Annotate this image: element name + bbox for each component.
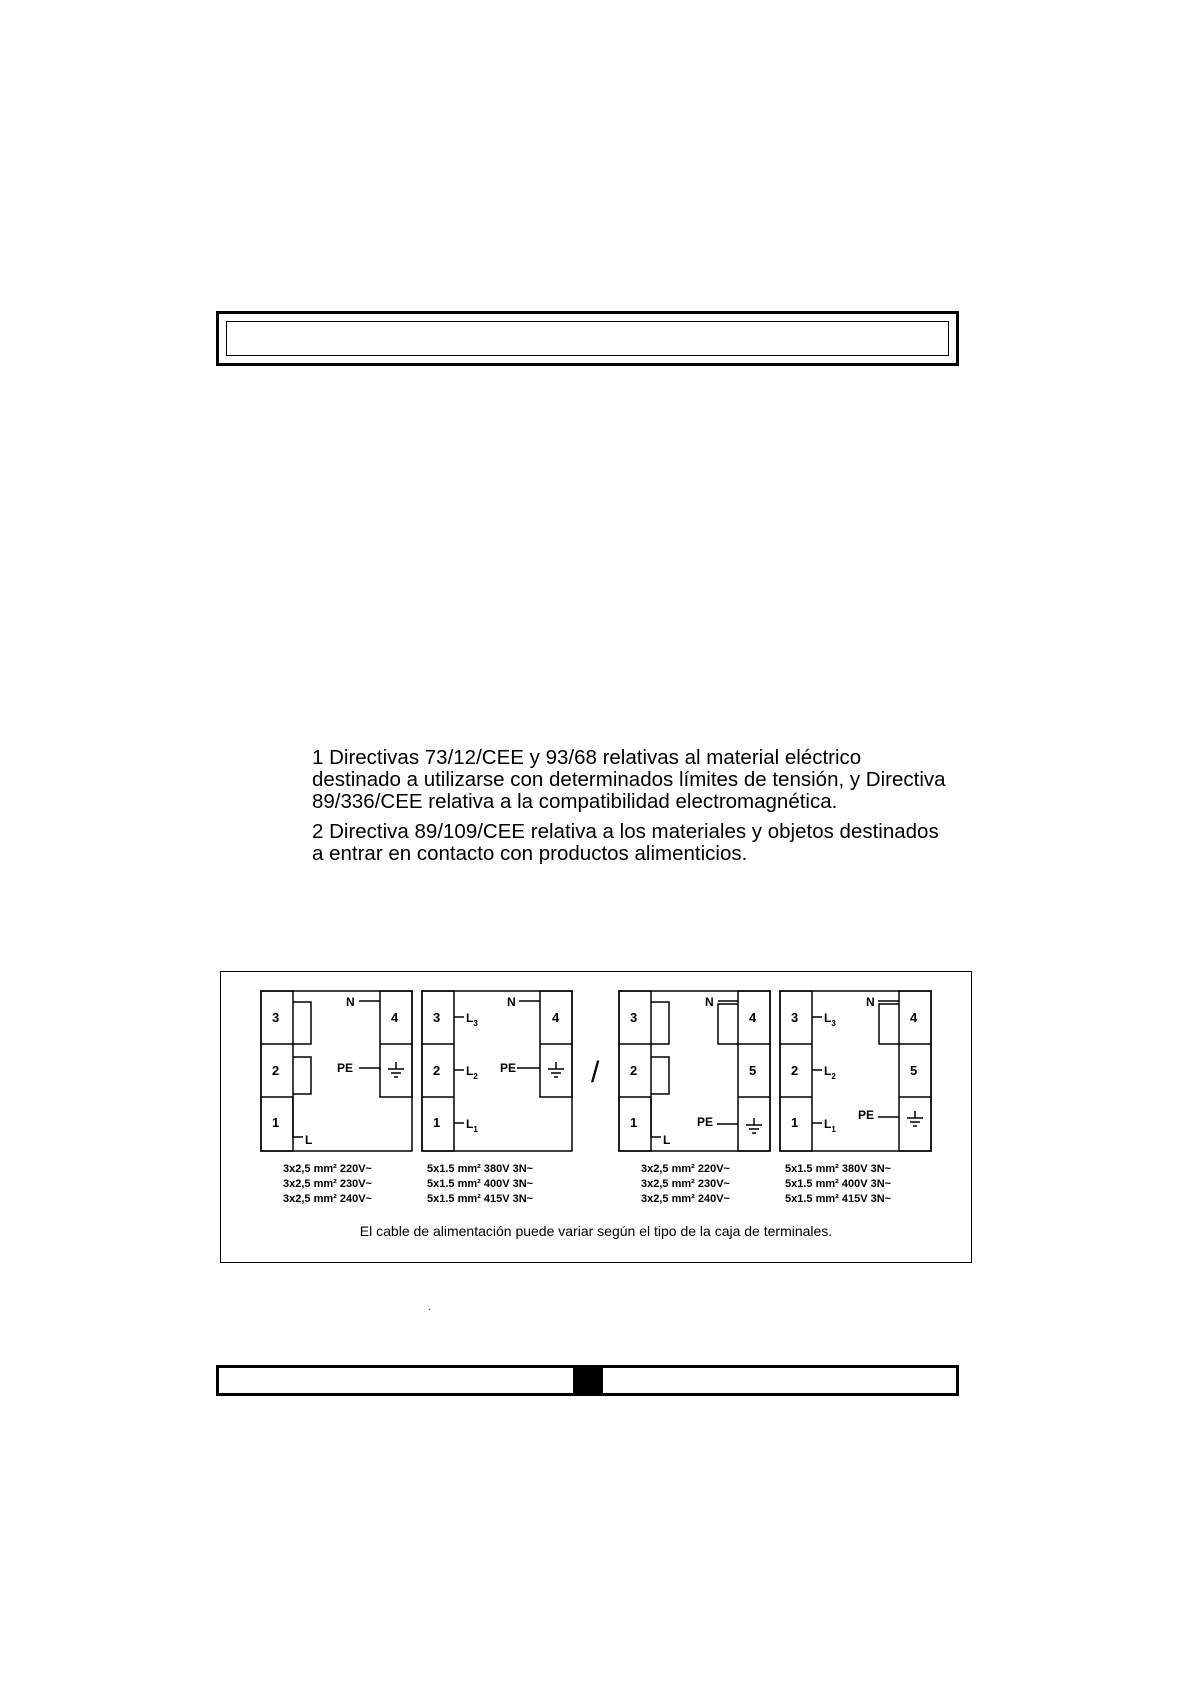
- terminal-box-4: [780, 991, 931, 1151]
- protective-earth-label: PE: [337, 1061, 354, 1075]
- footnotes: [312, 747, 972, 873]
- ground-icon: [746, 1118, 762, 1133]
- cable-spec-line: 3x2,5 mm² 240V~: [641, 1193, 730, 1205]
- cable-spec-line: 3x2,5 mm² 220V~: [641, 1163, 730, 1175]
- footer-bar: [216, 1365, 959, 1396]
- terminal-3-label: 3: [433, 1010, 441, 1025]
- cable-spec-line: 5x1.5 mm² 415V 3N~: [427, 1193, 534, 1205]
- protective-earth-label: PE: [858, 1108, 875, 1122]
- cable-spec-line: 5x1.5 mm² 415V 3N~: [785, 1193, 892, 1205]
- ground-icon: [548, 1062, 564, 1077]
- footnote-2-line-1: 2 Directiva 89/109/CEE relativa a los materiales y objetos destinados: [312, 820, 939, 843]
- line-1-label: $L_1$: [466, 1117, 478, 1134]
- terminal-2-label: 2: [630, 1063, 638, 1078]
- terminal-4-label: 4: [391, 1010, 399, 1025]
- terminal-1-label: 1: [433, 1115, 441, 1130]
- cable-spec-2: [427, 1162, 533, 1207]
- footnote-2: [312, 821, 972, 865]
- wiring-diagram: [220, 971, 972, 1263]
- stray-dot: [429, 1309, 430, 1310]
- protective-earth-label: PE: [500, 1061, 517, 1075]
- terminal-box-2: [422, 991, 572, 1151]
- terminal-4-label: 4: [749, 1010, 757, 1025]
- line-2-label: $L_2$: [466, 1064, 478, 1081]
- terminal-1-label: 1: [272, 1115, 280, 1130]
- cable-spec-3: [641, 1162, 730, 1207]
- neutral-label: N: [346, 995, 355, 1009]
- terminal-box-diagrams: [221, 972, 973, 1264]
- footnote-2-line-2: a entrar en contacto con productos alimenticios.: [312, 842, 748, 865]
- cable-spec-1: [283, 1162, 372, 1207]
- line-3-label: $L_3$: [466, 1011, 478, 1028]
- diagram-caption: El cable de alimentación puede variar según el tipo de la caja de terminales.: [359, 1223, 833, 1239]
- cable-spec-4: [785, 1162, 891, 1207]
- footnote-1-line-1: 1 Directivas 73/12/CEE y 93/68 relativas al material eléctrico: [312, 746, 862, 769]
- footnote-1-line-2: destinado a utilizarse con determinados límites de tensión, y Directiva: [312, 768, 946, 791]
- cable-spec-line: 5x1.5 mm² 380V 3N~: [427, 1163, 534, 1175]
- terminal-1-label: 1: [791, 1115, 799, 1130]
- cable-spec-line: 5x1.5 mm² 400V 3N~: [785, 1178, 892, 1190]
- neutral-label: N: [866, 995, 875, 1009]
- line-2-label: $L_2$: [824, 1064, 836, 1081]
- terminal-box-3: [619, 991, 770, 1151]
- cable-spec-line: 3x2,5 mm² 230V~: [641, 1178, 730, 1190]
- page-number-box: [573, 1365, 603, 1396]
- terminal-2-label: 2: [791, 1063, 799, 1078]
- terminal-2-label: 2: [272, 1063, 280, 1078]
- footnote-1: [312, 747, 972, 813]
- protective-earth-label: PE: [697, 1115, 714, 1129]
- terminal-5-label: 5: [910, 1063, 918, 1078]
- line-3-label: $L_3$: [824, 1011, 836, 1028]
- terminal-1-label: 1: [630, 1115, 638, 1130]
- terminal-4-label: 4: [552, 1010, 560, 1025]
- neutral-label: N: [705, 995, 714, 1009]
- terminal-5-label: 5: [749, 1063, 757, 1078]
- cable-spec-line: 3x2,5 mm² 240V~: [283, 1193, 372, 1205]
- ground-icon: [907, 1111, 923, 1126]
- line-label: L: [663, 1133, 671, 1147]
- cable-spec-line: 3x2,5 mm² 230V~: [283, 1178, 372, 1190]
- footnote-1-line-3: 89/336/CEE relativa a la compatibilidad electromagnética.: [312, 790, 838, 813]
- terminal-3-label: 3: [272, 1010, 280, 1025]
- line-1-label: $L_1$: [824, 1117, 836, 1134]
- neutral-label: N: [507, 995, 516, 1009]
- cable-spec-line: 3x2,5 mm² 220V~: [283, 1163, 372, 1175]
- cable-spec-line: 5x1.5 mm² 400V 3N~: [427, 1178, 534, 1190]
- cable-spec-line: 5x1.5 mm² 380V 3N~: [785, 1163, 892, 1175]
- terminal-2-label: 2: [433, 1063, 441, 1078]
- terminal-3-label: 3: [791, 1010, 799, 1025]
- title-frame: [216, 311, 959, 366]
- diagram-separator: /: [591, 1056, 600, 1089]
- title-inner-frame: [226, 321, 949, 356]
- line-label: L: [305, 1133, 313, 1147]
- ground-icon: [388, 1062, 404, 1077]
- terminal-3-label: 3: [630, 1010, 638, 1025]
- terminal-4-label: 4: [910, 1010, 918, 1025]
